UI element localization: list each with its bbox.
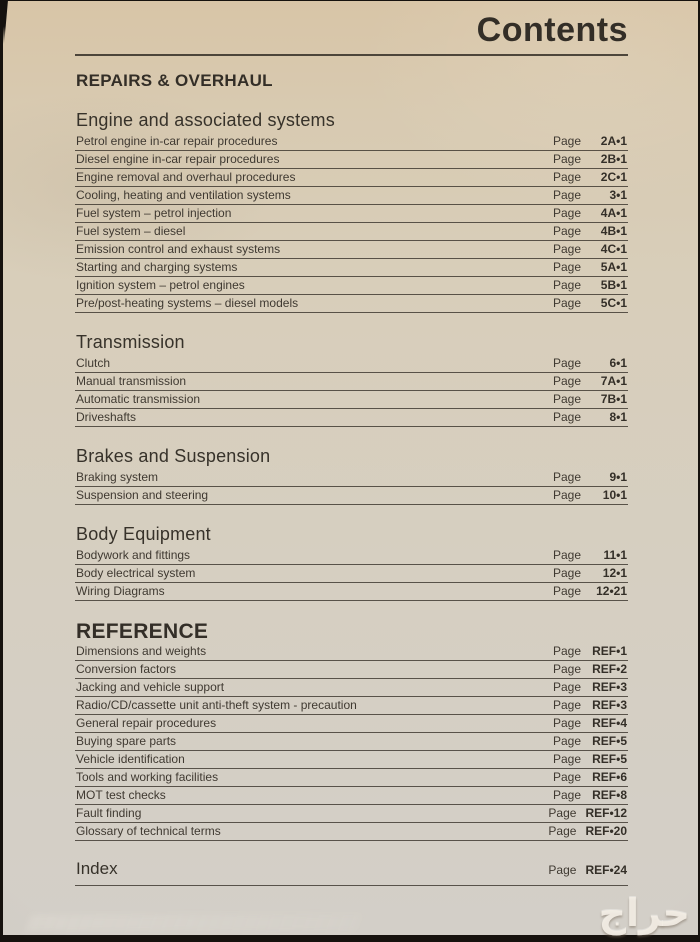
toc-row-page-label: Page <box>552 716 581 730</box>
toc-row-page-number: 10•1 <box>602 488 627 502</box>
toc-row-page-label: Page <box>552 224 581 238</box>
toc-row <box>75 409 628 427</box>
toc-row-page-label: Page <box>552 734 581 748</box>
toc-row <box>75 715 628 733</box>
toc-group-heading: Engine and associated systems <box>76 110 335 130</box>
toc-row-page-label: Page <box>552 242 581 256</box>
toc-row-page-number: 2B•1 <box>600 152 627 166</box>
toc-row-page-label: Page <box>552 770 581 784</box>
toc-row-page-label: Page <box>552 662 581 676</box>
toc-row-title: Conversion factors <box>76 662 177 676</box>
toc-row <box>75 295 628 313</box>
toc-row-title: Index <box>76 859 118 878</box>
toc-row-page-number: 5A•1 <box>600 260 627 274</box>
toc-row <box>75 679 628 697</box>
toc-row-title: Dimensions and weights <box>76 644 207 658</box>
toc-row <box>75 565 628 583</box>
toc-row-page-number: 2A•1 <box>600 134 627 148</box>
toc-row-title: Emission control and exhaust systems <box>76 242 281 256</box>
toc-row-page-number: 4B•1 <box>600 224 627 238</box>
toc-row-page-number: 5C•1 <box>600 296 627 310</box>
toc-row-page-label: Page <box>552 170 581 184</box>
toc-row-title: Wiring Diagrams <box>76 584 165 598</box>
toc-row-title: Pre/post-heating systems – diesel models <box>76 296 299 310</box>
toc-row <box>75 769 628 787</box>
toc-row-title: Buying spare parts <box>76 734 177 748</box>
toc-row-page-number: 9•1 <box>609 470 627 484</box>
toc-group <box>75 621 628 841</box>
toc-row-title: Petrol engine in-car repair procedures <box>76 134 278 148</box>
toc-row-title: MOT test checks <box>76 788 166 802</box>
toc-row-page-label: Page <box>548 824 577 838</box>
toc-row-page-number: REF•1 <box>592 644 627 658</box>
toc-row-page-label: Page <box>552 488 581 502</box>
toc-row-page-number: REF•5 <box>592 752 627 766</box>
toc-group <box>75 524 628 601</box>
toc-row-title: Diesel engine in-car repair procedures <box>76 152 280 166</box>
page-content <box>75 1 628 886</box>
toc-row-title: Manual transmission <box>76 374 187 388</box>
toc-row <box>75 391 628 409</box>
toc-row <box>75 133 628 151</box>
toc-row <box>75 205 628 223</box>
toc-row-page-label: Page <box>552 374 581 388</box>
toc-row <box>75 355 628 373</box>
toc-row <box>75 187 628 205</box>
toc-row <box>75 733 628 751</box>
toc-row-page-number: REF•3 <box>592 698 627 712</box>
toc-row-page-label: Page <box>548 806 577 820</box>
toc-row-title: Jacking and vehicle support <box>76 680 225 694</box>
toc-row-title: Cooling, heating and ventilation systems <box>76 188 291 202</box>
toc-row-title: Braking system <box>76 470 159 484</box>
toc-row-page-number: 6•1 <box>609 356 627 370</box>
toc-row-page-number: REF•3 <box>592 680 627 694</box>
toc-row-page-label: Page <box>552 548 581 562</box>
toc-row-page-number: REF•12 <box>585 806 627 820</box>
toc-group-heading: REFERENCE <box>76 620 209 643</box>
manual-contents-page <box>3 1 698 935</box>
repairs-overhaul-heading: REPAIRS & OVERHAUL <box>76 71 273 90</box>
toc-row-page-label: Page <box>552 644 581 658</box>
toc-row <box>75 487 628 505</box>
toc-row-title: Driveshafts <box>76 410 137 424</box>
toc-row-page-number: 8•1 <box>609 410 627 424</box>
toc-row-page-number: 11•1 <box>603 548 627 562</box>
toc-row-title: Tools and working facilities <box>76 770 219 784</box>
toc-row-page-number: REF•2 <box>592 662 627 676</box>
toc-row-page-label: Page <box>552 278 581 292</box>
toc-row <box>75 697 628 715</box>
toc-row <box>75 661 628 679</box>
toc-row-page-number: REF•4 <box>592 716 627 730</box>
toc-row-page-label: Page <box>552 152 581 166</box>
toc-group <box>75 859 628 886</box>
toc-row-page-number: 5B•1 <box>600 278 627 292</box>
toc-row-title: Clutch <box>76 356 111 370</box>
toc-row-title: Body electrical system <box>76 566 196 580</box>
toc-row <box>75 751 628 769</box>
toc-row-page-label: Page <box>552 260 581 274</box>
toc-row-title: Starting and charging systems <box>76 260 238 274</box>
toc-row <box>75 277 628 295</box>
toc-group <box>75 332 628 427</box>
toc-row <box>75 823 628 841</box>
toc-group-heading: Body Equipment <box>76 524 211 544</box>
toc-row-page-number: 12•21 <box>596 584 627 598</box>
toc-row <box>75 787 628 805</box>
toc-row-page-label: Page <box>552 356 581 370</box>
toc-group <box>75 446 628 505</box>
toc-row-title: Fuel system – petrol injection <box>76 206 232 220</box>
toc-group-heading: Brakes and Suspension <box>76 446 271 466</box>
toc-row-title: Automatic transmission <box>76 392 201 406</box>
toc-row-page-number: 7A•1 <box>600 374 627 388</box>
toc-row-page-number: 3•1 <box>609 188 627 202</box>
toc-row-title: General repair procedures <box>76 716 217 730</box>
toc-row-title: Vehicle identification <box>76 752 185 766</box>
title-divider <box>75 54 628 56</box>
toc-group <box>75 110 628 313</box>
toc-row-page-label: Page <box>552 392 581 406</box>
toc-row <box>75 169 628 187</box>
toc-row-page-label: Page <box>552 752 581 766</box>
toc-row <box>75 373 628 391</box>
toc-row-title: Bodywork and fittings <box>76 548 191 562</box>
toc-row-title: Ignition system – petrol engines <box>76 278 245 292</box>
toc-row-page-number: REF•24 <box>585 863 627 877</box>
toc-row <box>75 223 628 241</box>
toc-row-page-label: Page <box>552 470 581 484</box>
toc-row <box>75 643 628 661</box>
toc-row-title: Fuel system – diesel <box>76 224 186 238</box>
toc-row-page-label: Page <box>552 680 581 694</box>
toc-row-page-label: Page <box>552 584 581 598</box>
page-title: Contents <box>476 11 628 49</box>
toc-row-page-label: Page <box>548 863 577 877</box>
toc-row-page-label: Page <box>552 134 581 148</box>
toc-row <box>75 805 628 823</box>
toc-row-page-number: REF•20 <box>585 824 627 838</box>
toc-row-page-number: REF•8 <box>592 788 627 802</box>
toc-row-page-label: Page <box>552 410 581 424</box>
toc-row <box>75 547 628 565</box>
toc-row-page-label: Page <box>552 206 581 220</box>
toc-row-page-number: REF•5 <box>592 734 627 748</box>
toc-row-title: Suspension and steering <box>76 488 209 502</box>
toc-row-page-label: Page <box>552 698 581 712</box>
toc-row-page-number: 4A•1 <box>600 206 627 220</box>
toc-row <box>75 241 628 259</box>
toc-row-page-number: REF•6 <box>592 770 627 784</box>
toc-row <box>75 583 628 601</box>
toc-row-page-label: Page <box>552 296 581 310</box>
table-of-contents <box>75 110 628 886</box>
toc-row-page-number: 4C•1 <box>600 242 627 256</box>
toc-row-title: Fault finding <box>76 806 142 820</box>
toc-row-page-number: 12•1 <box>602 566 627 580</box>
toc-row-title: Glossary of technical terms <box>76 824 221 838</box>
toc-row-title: Engine removal and overhaul procedures <box>76 170 296 184</box>
toc-row <box>75 259 628 277</box>
toc-row-page-label: Page <box>552 566 581 580</box>
toc-row <box>75 151 628 169</box>
toc-row-page-label: Page <box>552 188 581 202</box>
paper-sheen <box>25 915 361 931</box>
toc-row-title: Radio/CD/cassette unit anti-theft system - precaution <box>76 698 357 712</box>
toc-row <box>75 469 628 487</box>
toc-row <box>75 859 628 886</box>
haraj-watermark: حراج <box>598 891 690 935</box>
toc-row-page-number: 7B•1 <box>600 392 627 406</box>
toc-row-page-number: 2C•1 <box>600 170 627 184</box>
toc-row-page-label: Page <box>552 788 581 802</box>
toc-group-heading: Transmission <box>76 332 185 352</box>
